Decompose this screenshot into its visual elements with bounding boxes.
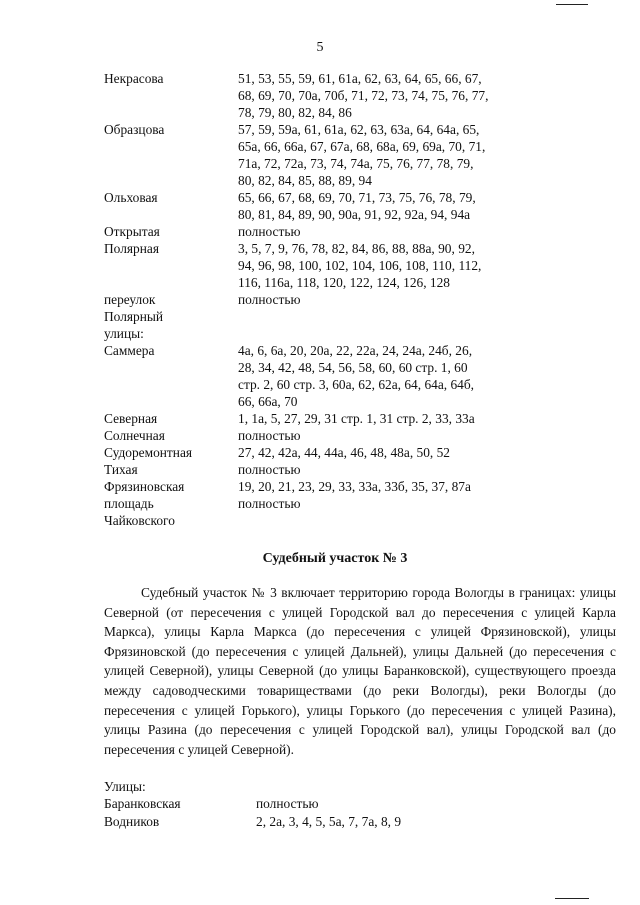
house-numbers: 57, 59, 59а, 61, 61а, 62, 63, 63а, 64, 64а, 65, 65а, 66, 66а, 67, 67а, 68, 68а, 69, 69а, 70, 71, 71а, 72, 72а, 73, 74, 74а, 75, 76, 77, 78, 79, 80, 82, 84, 85, 88, 89, 94	[238, 122, 486, 188]
street-row	[104, 410, 534, 427]
street-row	[104, 291, 534, 308]
street-name: Ольховая	[104, 190, 158, 205]
street-row	[104, 427, 534, 444]
street-row	[104, 495, 534, 512]
street-name: Открытая	[104, 224, 160, 239]
house-numbers: 51, 53, 55, 59, 61, 61а, 62, 63, 64, 65, 66, 67, 68, 69, 70, 70а, 70б, 71, 72, 73, 74, 75, 76, 77, 78, 79, 80, 82, 84, 86	[238, 71, 489, 120]
section-paragraph-block	[104, 583, 616, 759]
house-numbers	[238, 325, 534, 342]
streets-table-2	[104, 795, 524, 831]
house-numbers: полностью	[238, 496, 301, 511]
street-row	[104, 70, 534, 121]
house-numbers: 2, 2а, 3, 4, 5, 5а, 7, 7а, 8, 9	[256, 814, 402, 829]
streets-table-1	[104, 70, 534, 529]
streets-label: Улицы:	[104, 779, 146, 794]
house-numbers: 3, 5, 7, 9, 76, 78, 82, 84, 86, 88, 88а, 90, 92, 94, 96, 98, 100, 102, 104, 106, 108, 110, 112, 116, 116а, 118, 120, 122, 124, 126, 128	[238, 241, 482, 290]
house-numbers: полностью	[238, 292, 301, 307]
street-name: Тихая	[104, 462, 138, 477]
house-numbers: 1, 1а, 5, 27, 29, 31 стр. 1, 31 стр. 2, 33, 33а	[238, 411, 475, 426]
street-row	[104, 121, 534, 189]
street-name: Саммера	[104, 343, 155, 358]
street-name: Полярная	[104, 241, 159, 256]
street-name: площадь	[104, 496, 154, 511]
house-numbers: 4а, 6, 6а, 20, 20а, 22, 22а, 24, 24а, 24б, 26, 28, 34, 42, 48, 54, 56, 58, 60, 60 стр. 1, 60 стр. 2, 60 стр. 3, 60а, 62, 62а, 64, 64а, 64б, 66, 66а, 70	[238, 343, 475, 409]
house-numbers: 65, 66, 67, 68, 69, 70, 71, 73, 75, 76, 78, 79, 80, 81, 84, 89, 90, 90а, 91, 92, 92а, 94, 94а	[238, 190, 476, 222]
street-row	[104, 461, 534, 478]
street-name: Образцова	[104, 122, 165, 137]
street-name: Северная	[104, 411, 158, 426]
house-numbers: полностью	[238, 428, 301, 443]
street-row	[104, 512, 534, 529]
street-name: переулок	[104, 292, 156, 307]
street-row	[104, 478, 534, 495]
street-row	[104, 240, 534, 291]
house-numbers: полностью	[238, 462, 301, 477]
house-numbers	[238, 308, 534, 325]
section-title: Судебный участок № 3	[262, 551, 408, 566]
street-name: улицы:	[104, 326, 144, 341]
street-name: Полярный	[104, 309, 164, 324]
street-name: Чайковского	[104, 513, 175, 528]
street-row	[104, 795, 524, 813]
page-number: 5	[316, 40, 324, 55]
street-row	[104, 223, 534, 240]
street-name: Баранковская	[104, 796, 181, 811]
section-paragraph: Судебный участок № 3 включает территорию города Вологды в границах: улицы Северной (от пересечения с улицей Городской вал до пересечения с улицей Карла Маркса), улицы Карла Маркса (до пересечения с улицей Фрязиновской), улицы Фрязиновской (до пересечения с улицей Дальней), улицы Дальней (до пересечения с улицей Северной), улицы Северной (до улицы Баранковской), существующего проезда между садоводческими товариществами (до реки Вологды), реки Вологды (до пересечения с улицей Горького), улицы Горького (до пересечения с улицей Разина), улицы Разина (до пересечения с улицей Городской вал), улицы Городской вал (до пересечения с улицей Северной).	[104, 585, 616, 757]
house-numbers	[238, 512, 534, 529]
street-name: Солнечная	[104, 428, 165, 443]
street-name: Судоремонтная	[104, 445, 193, 460]
street-name: Водников	[104, 814, 160, 829]
scan-mark-bottom	[555, 898, 589, 899]
street-row	[104, 325, 534, 342]
street-name: Некрасова	[104, 71, 164, 86]
house-numbers: полностью	[256, 796, 319, 811]
street-row	[104, 308, 534, 325]
street-row	[104, 813, 524, 831]
street-row	[104, 342, 534, 410]
house-numbers: полностью	[238, 224, 301, 239]
scan-mark-top	[556, 4, 588, 5]
street-row	[104, 444, 534, 461]
house-numbers: 27, 42, 42а, 44, 44а, 46, 48, 48а, 50, 52	[238, 445, 450, 460]
street-name: Фрязиновская	[104, 479, 185, 494]
house-numbers: 19, 20, 21, 23, 29, 33, 33а, 33б, 35, 37, 87а	[238, 479, 471, 494]
street-row	[104, 189, 534, 223]
